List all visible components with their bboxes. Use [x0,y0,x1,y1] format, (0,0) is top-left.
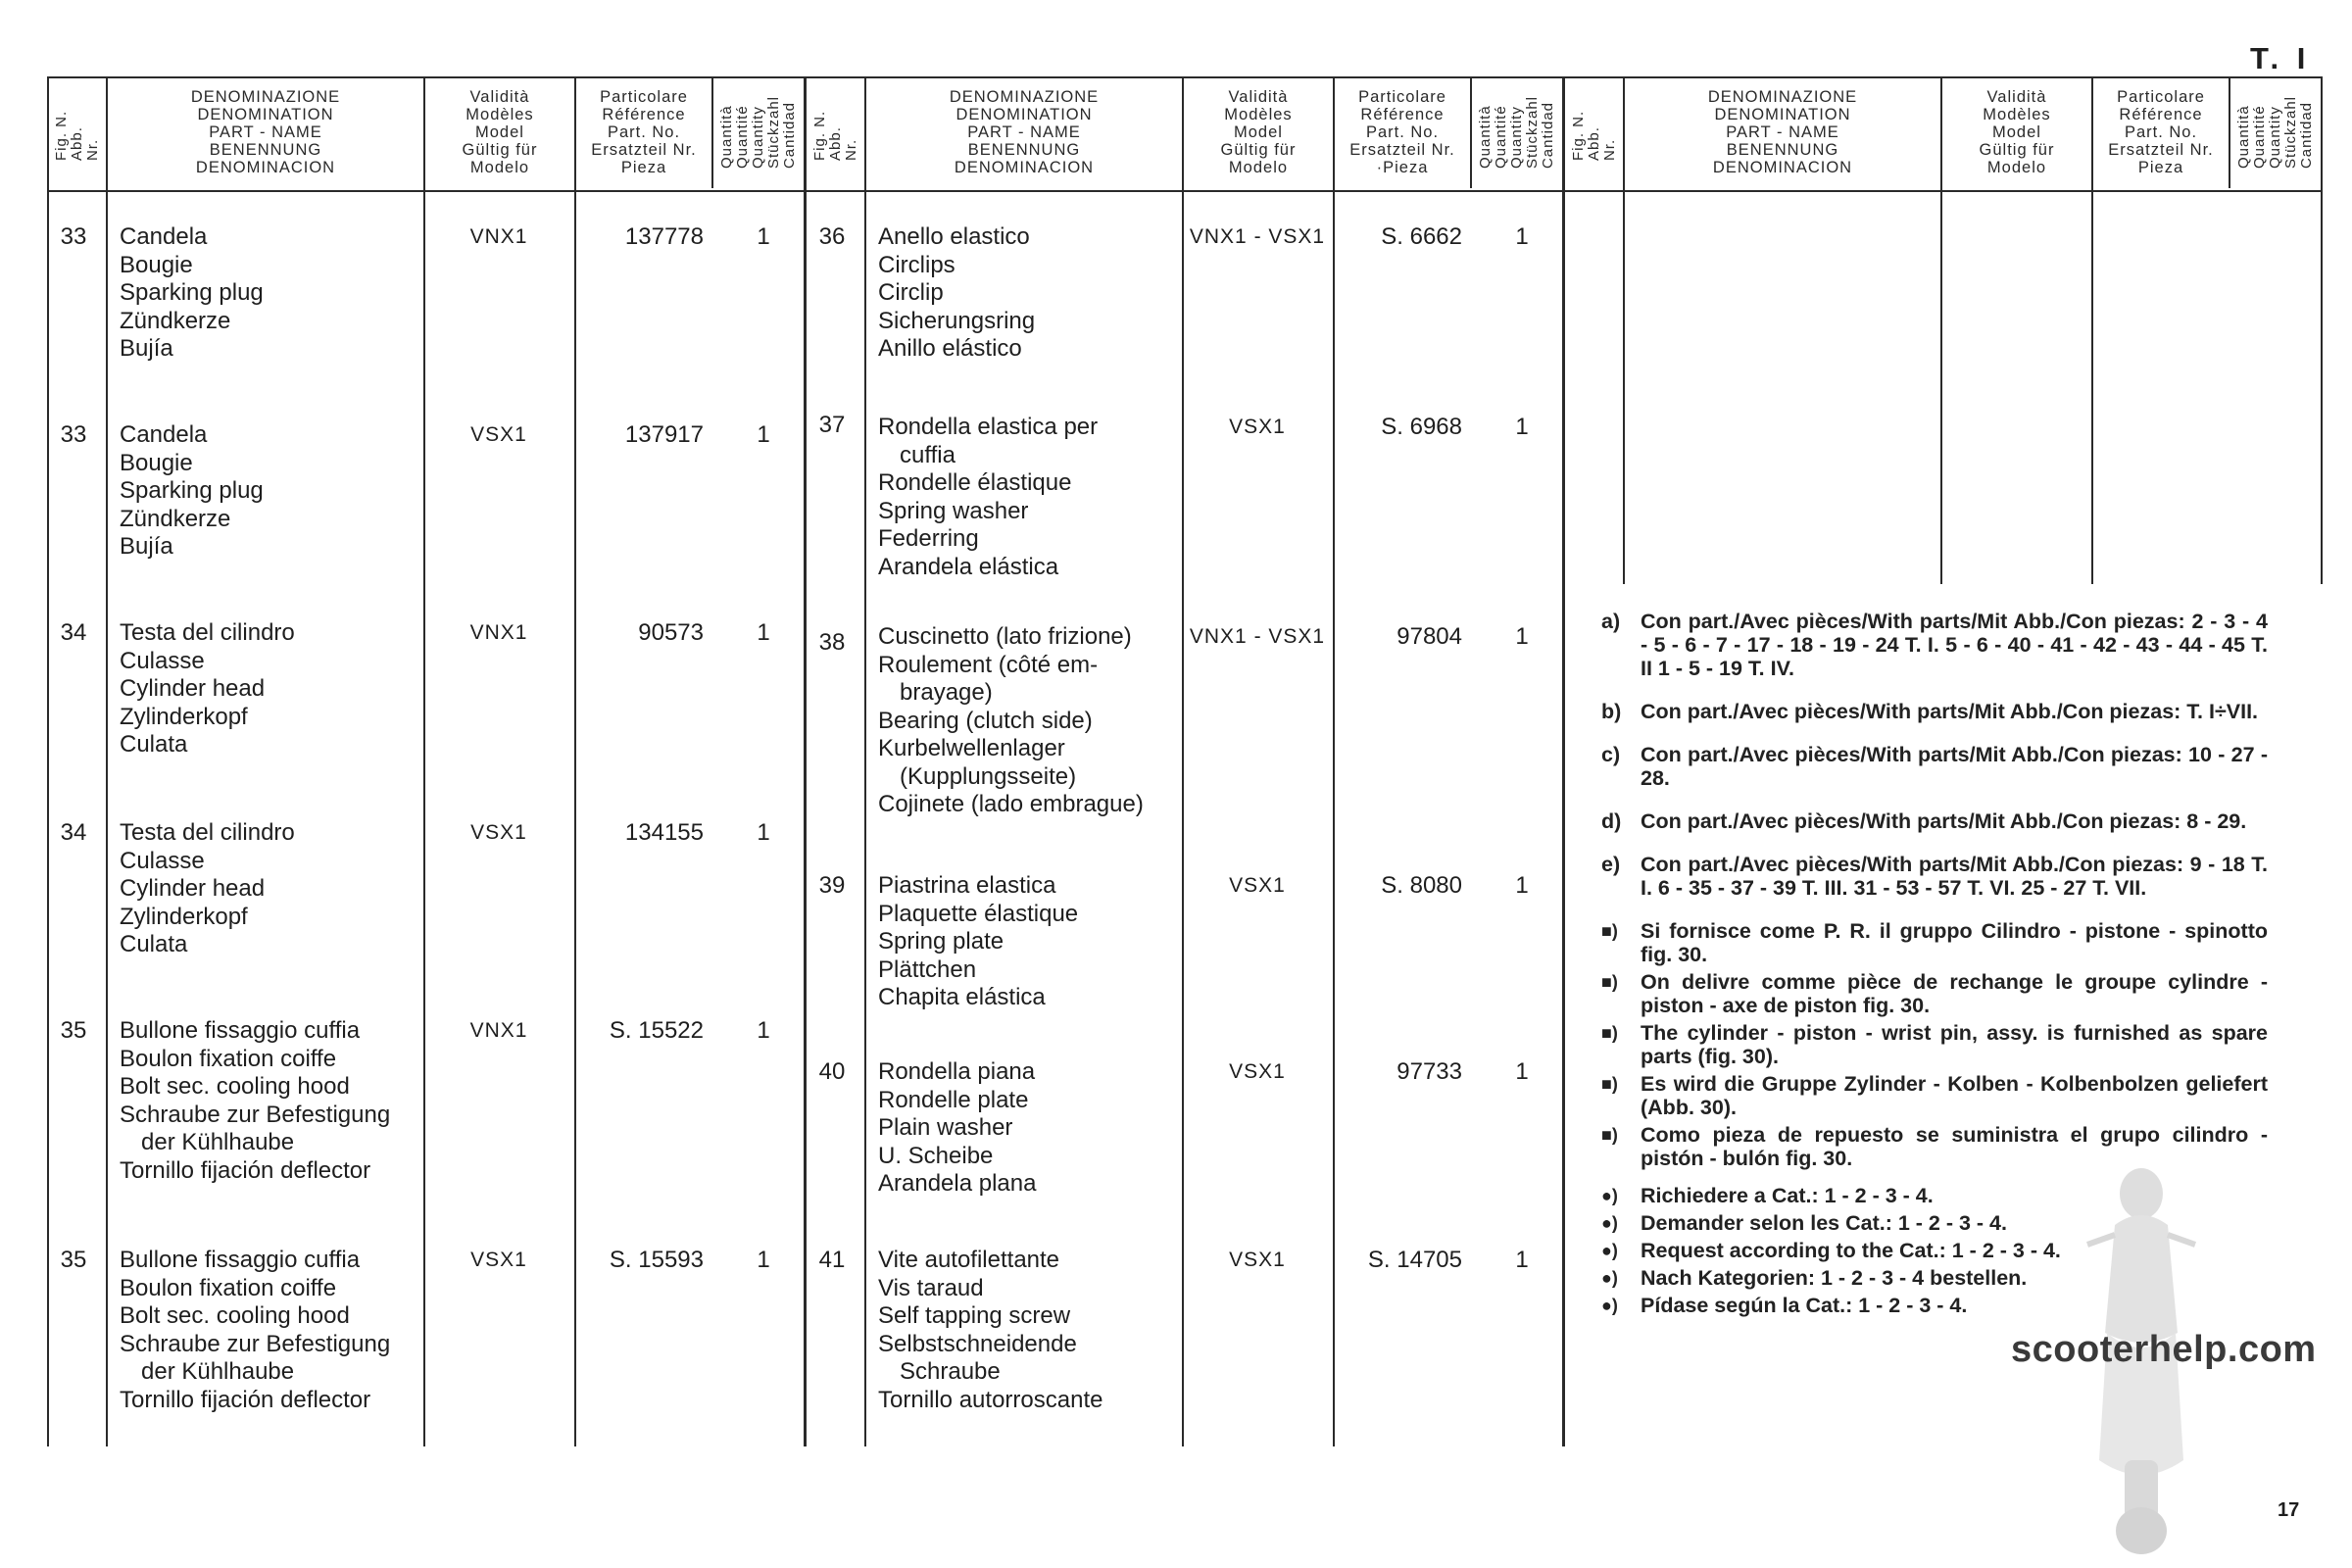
part-name-line: Rondella elastica per [878,414,1099,440]
note-item: c) Con part./Avec pièces/With parts/Mit Abb./Con piezas: 10 - 27 - 28. [1601,743,2268,790]
part-name [120,619,404,760]
quantity: 1 [757,619,770,646]
part-name-line: cuffia [900,441,956,468]
part-name [120,819,404,959]
part-name-line: brayage) [900,679,993,706]
square-bullet-icon: ■) [1601,1074,1618,1094]
part-name-line: Bujía [120,335,173,362]
divider [2321,76,2323,584]
spare-note: ■) Es wird die Gruppe Zylinder - Kolben - Kolbenbolzen geliefert (Abb. 30). [1601,1072,2268,1119]
part-name-line: Bolt sec. cooling hood [120,1302,350,1329]
header-qty: Quantità Quantité Quantity Stückzahl Cantidad [2234,95,2315,170]
header-model: Validità Modèles Model Gültig für Modelo [1220,88,1297,176]
spare-note: ■) On delivre comme pièce de rechange le groupe cylindre - piston - axe de piston fig. 30. [1601,970,2268,1017]
part-name-line: Bearing (clutch side) [878,707,1093,734]
category-note: ●) Pídase según la Cat.: 1 - 2 - 3 - 4. [1601,1294,1968,1317]
part-number: 97733 [1396,1058,1462,1085]
part-number: S. 15522 [609,1017,704,1044]
spare-note: ■) The cylinder - piston - wrist pin, assy. is furnished as spare parts (fig. 30). [1601,1021,2268,1068]
fig-number: 41 [818,1247,846,1273]
square-bullet-icon: ■) [1601,1023,1618,1043]
note-item: e) Con part./Avec pièces/With parts/Mit Abb./Con piezas: 9 - 18 T. I. 6 - 35 - 37 - 39 T. III. 31 - 53 - 57 T. VI. 25 - 27 T. VII. [1601,853,2268,900]
part-name-line: Anello elastico [878,223,1030,250]
header-part: Particolare Référence Part. No. Ersatzteil Nr. ·Pieza [1349,88,1455,176]
divider [47,76,49,1446]
watermark: scooterhelp.com [2011,1329,2317,1370]
model-validity: VNX1 [469,225,528,248]
part-name [878,623,1162,819]
header-name: DENOMINAZIONE DENOMINATION PART - NAME BENENNUNG DENOMINACION [949,88,1100,176]
part-number: S. 14705 [1367,1247,1462,1273]
quantity: 1 [1515,1058,1529,1085]
square-bullet-icon: ■) [1601,1125,1618,1145]
fig-number: 38 [818,629,846,656]
header-model: Validità Modèles Model Gültig für Modelo [462,88,538,176]
part-name-line: Anillo elástico [878,335,1022,362]
model-validity: VSX1 [470,423,527,446]
part-name-line: Plain washer [878,1114,1013,1141]
part-number: 137917 [624,421,704,448]
round-bullet-icon: ●) [1601,1268,1618,1288]
part-name-line: Zündkerze [120,307,231,334]
category-note: ●) Richiedere a Cat.: 1 - 2 - 3 - 4. [1601,1184,1934,1207]
quantity: 1 [757,1247,770,1273]
part-name-line: Chapita elástica [878,984,1046,1010]
part-name-line: Plaquette élastique [878,900,1079,927]
part-name-line: Cojinete (lado embrague) [878,791,1144,817]
part-name-line: Cuscinetto (lato frizione) [878,623,1132,650]
part-name-line: Tornillo fijación deflector [120,1156,371,1184]
part-name-line: Culata [120,931,188,957]
model-validity: VNX1 - VSX1 [1189,225,1326,248]
part-name-line: (Kupplungsseite) [900,762,1077,790]
part-name-line: Schraube zur Befestigung [120,1101,391,1128]
part-name-line: Sparking plug [120,477,264,504]
fig-number: 36 [818,223,846,250]
model-validity: VSX1 [470,1249,527,1271]
part-name-line: Cylinder head [120,675,266,702]
header-part: Particolare Référence Part. No. Ersatzteil Nr. Pieza [2108,88,2214,176]
part-name-line: Spring plate [878,928,1004,955]
quantity: 1 [757,819,770,846]
part-name-line: Zylinderkopf [120,703,248,730]
part-name-line: Boulon fixation coiffe [120,1045,337,1072]
part-name-line: Zylinderkopf [120,903,248,930]
part-name-line: der Kühlhaube [141,1358,295,1385]
part-name [120,421,404,562]
header-fig: Fig. N. Abb. Nr. [53,110,101,161]
spare-note: ■) Si fornisce come P. R. il gruppo Cilindro - pistone - spinotto fig. 30. [1601,919,2268,966]
part-name-line: Culasse [120,647,205,674]
fig-number: 33 [60,223,87,250]
part-name-line: Bullone fissaggio cuffia [120,1247,361,1273]
part-name-line: Federring [878,525,979,552]
part-name-line: Culasse [120,847,205,874]
table-reference: T. I [2250,41,2311,75]
parts-panel-2 [806,76,1564,1448]
part-number: S. 8080 [1381,872,1462,899]
quantity: 1 [1515,414,1529,440]
part-name-line: Vite autofilettante [878,1247,1060,1273]
fig-number: 39 [818,872,846,899]
part-number: S. 6662 [1381,223,1462,250]
part-number: 137778 [624,223,704,250]
part-name-line: Schraube zur Befestigung [120,1330,391,1357]
divider [574,76,576,1446]
part-name [120,1017,404,1185]
part-name [878,1058,1162,1199]
part-name-line: Culata [120,731,188,758]
part-name-line: Tornillo autorroscante [878,1386,1103,1413]
part-name-line: Bolt sec. cooling hood [120,1073,350,1100]
part-name-line: Candela [120,223,208,250]
quantity: 1 [1515,872,1529,899]
part-number: 97804 [1396,623,1462,650]
parts-panel-1 [47,76,806,1448]
part-name [878,223,1162,364]
part-name-line: Cylinder head [120,875,266,902]
quantity: 1 [757,223,770,250]
round-bullet-icon: ●) [1601,1296,1618,1315]
header-model: Validità Modèles Model Gültig für Modelo [1979,88,2055,176]
model-validity: VSX1 [1229,416,1286,438]
part-name-line: Candela [120,421,208,448]
divider [864,76,866,1446]
part-number: S. 6968 [1381,414,1462,440]
part-name-line: Bougie [120,251,193,278]
fig-number: 33 [60,421,87,448]
part-name-line: Kurbelwellenlager [878,735,1065,761]
part-name [120,1247,404,1414]
model-validity: VSX1 [1229,874,1286,897]
quantity: 1 [757,421,770,448]
round-bullet-icon: ●) [1601,1213,1618,1233]
model-validity: VNX1 - VSX1 [1189,625,1326,648]
header-fig: Fig. N. Abb. Nr. [1570,110,1618,161]
quantity: 1 [757,1017,770,1044]
model-validity: VSX1 [1229,1249,1286,1271]
part-name-line: Tornillo fijación deflector [120,1386,371,1413]
header-name: DENOMINAZIONE DENOMINATION PART - NAME BENENNUNG DENOMINACION [190,88,341,176]
model-validity: VSX1 [1229,1060,1286,1083]
model-validity: VNX1 [469,621,528,644]
divider [1333,76,1335,1446]
fig-number: 37 [818,412,846,438]
part-number: 134155 [624,819,704,846]
note-item: d) Con part./Avec pièces/With parts/Mit Abb./Con piezas: 8 - 29. [1601,809,2247,833]
square-bullet-icon: ■) [1601,921,1618,941]
category-note: ●) Nach Kategorien: 1 - 2 - 3 - 4 bestellen. [1601,1266,2028,1290]
part-name-line: Roulement (côté em- [878,651,1099,678]
quantity: 1 [1515,223,1529,250]
header-qty: Quantità Quantité Quantity Stückzahl Cantidad [717,95,798,170]
part-name [878,414,1162,581]
note-item: a) Con part./Avec pièces/With parts/Mit Abb./Con piezas: 2 - 3 - 4 - 5 - 6 - 7 - 17 - 18 - 19 - 24 T. I. 5 - 6 - 40 - 41 - 42 - 43 - 44 - 45 T. II 1 - 5 - 19 T. IV. [1601,610,2268,680]
part-name-line: Selbstschneidende [878,1330,1077,1357]
spare-note: ■) Como pieza de repuesto se suministra el grupo cilindro - pistón - bulón fig. 30. [1601,1123,2268,1170]
part-name-line: Rondelle élastique [878,469,1072,496]
part-name-line: Rondella piana [878,1058,1036,1085]
part-name-line: Rondelle plate [878,1086,1029,1113]
part-name [878,872,1162,1012]
header-qty: Quantità Quantité Quantity Stückzahl Cantidad [1476,95,1556,170]
part-name-line: Arandela plana [878,1170,1037,1197]
part-name-line: Sparking plug [120,279,264,306]
square-bullet-icon: ■) [1601,972,1618,992]
fig-number: 34 [60,819,87,846]
part-name-line: U. Scheibe [878,1142,994,1169]
part-name-line: der Kühlhaube [141,1129,295,1155]
part-name-line: Circlips [878,251,956,278]
quantity: 1 [1515,1247,1529,1273]
part-name-line: Sicherungsring [878,307,1036,334]
divider [1182,76,1184,1446]
header-name: DENOMINAZIONE DENOMINATION PART - NAME BENENNUNG DENOMINACION [1707,88,1858,176]
note-item: b) Con part./Avec pièces/With parts/Mit Abb./Con piezas: T. I÷VII. [1601,700,2259,723]
category-note: ●) Demander selon les Cat.: 1 - 2 - 3 - 4. [1601,1211,2007,1235]
part-name [878,1247,1162,1414]
part-name-line: Spring washer [878,497,1029,524]
fig-number: 35 [60,1247,87,1273]
part-number: 90573 [638,619,704,646]
fig-number: 40 [818,1058,846,1085]
part-name-line: Vis taraud [878,1274,984,1301]
part-name-line: Self tapping screw [878,1302,1071,1329]
header-part: Particolare Référence Part. No. Ersatzteil Nr. Pieza [591,88,697,176]
model-validity: VNX1 [469,1019,528,1042]
round-bullet-icon: ●) [1601,1186,1618,1205]
page-number: 17 [2278,1499,2300,1521]
part-name-line: Circlip [878,279,944,306]
part-name-line: Testa del cilindro [120,619,295,646]
part-name-line: Boulon fixation coiffe [120,1274,337,1301]
part-name-line: Zündkerze [120,505,231,532]
part-name-line: Schraube [900,1358,1001,1385]
part-number: S. 15593 [609,1247,704,1273]
part-name-line: Bougie [120,449,193,476]
quantity: 1 [1515,623,1529,650]
category-note: ●) Request according to the Cat.: 1 - 2 - 3 - 4. [1601,1239,2061,1262]
part-name-line: Testa del cilindro [120,819,295,846]
round-bullet-icon: ●) [1601,1241,1618,1260]
part-name-line: Arandela elástica [878,553,1059,580]
divider [106,76,108,1446]
header-fig: Fig. N. Abb. Nr. [811,110,859,161]
part-name-line: Plättchen [878,956,977,983]
fig-number: 35 [60,1017,87,1044]
fig-number: 34 [60,619,87,646]
model-validity: VSX1 [470,821,527,844]
part-name-line: Bullone fissaggio cuffia [120,1017,361,1044]
part-name-line: Piastrina elastica [878,872,1056,899]
divider [423,76,425,1446]
part-name [120,223,404,364]
part-name-line: Bujía [120,533,173,560]
